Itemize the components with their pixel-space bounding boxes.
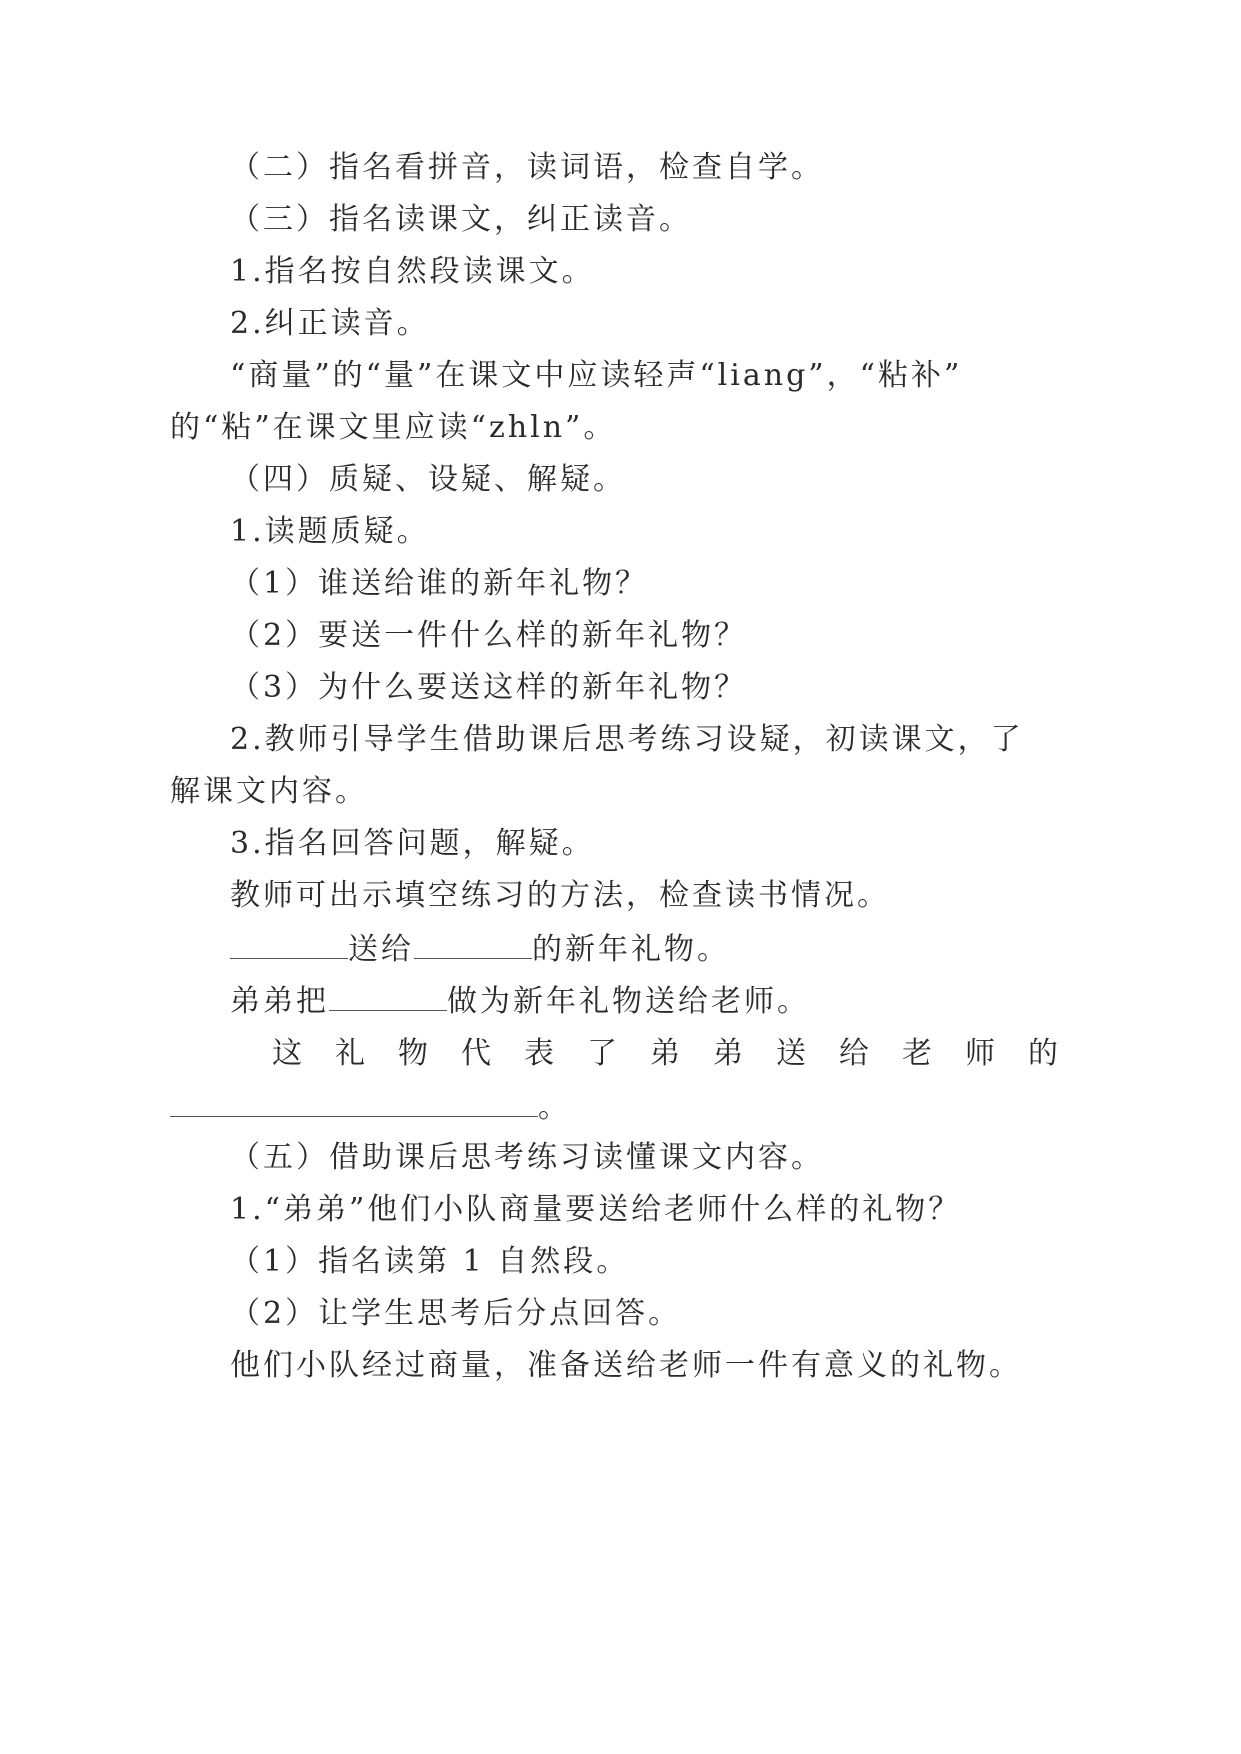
fill-blank-line-1 <box>230 928 730 970</box>
fill-text: 弟弟把 <box>230 984 329 1019</box>
fill-blank-line-3-answer <box>170 1086 571 1128</box>
fill-text: 送给 <box>348 932 414 967</box>
text-line-16: （五）借助课后思考练习读懂课文内容。 <box>230 1140 824 1175</box>
fill-blank <box>230 928 348 959</box>
text-line-13: 解课文内容。 <box>170 774 368 809</box>
text-line-19: （2）让学生思考后分点回答。 <box>230 1296 682 1331</box>
fill-text: 做为新年礼物送给老师。 <box>447 984 810 1019</box>
text-line-15: 教师可出示填空练习的方法，检查读书情况。 <box>230 878 890 913</box>
text-line-9: （1）谁送给谁的新年礼物？ <box>230 566 649 601</box>
text-line-11: （3）为什么要送这样的新年礼物？ <box>230 670 748 705</box>
text-line-4: 2.纠正读音。 <box>230 306 430 341</box>
text-line-17: 1.“弟弟”他们小队商量要送给老师什么样的礼物？ <box>230 1192 962 1227</box>
fill-blank-line-3-text: 这礼物代表了弟弟送给老师的 <box>272 1036 1091 1071</box>
fill-blank-line-2 <box>230 980 810 1022</box>
text-line-7: （四）质疑、设疑、解疑。 <box>230 462 626 497</box>
text-line-5: “商量”的“量”在课文中应读轻声“liang”，“粘补” <box>230 358 963 393</box>
text-line-14: 3.指名回答问题，解疑。 <box>230 826 595 861</box>
text-line-1: （二）指名看拼音，读词语，检查自学。 <box>230 150 824 185</box>
text-line-8: 1.读题质疑。 <box>230 514 430 549</box>
text-line-3: 1.指名按自然段读课文。 <box>230 254 595 289</box>
fill-blank <box>414 928 532 959</box>
fill-blank <box>329 980 447 1011</box>
text-line-6: 的“粘”在课文里应读“zhln”。 <box>170 410 617 445</box>
fill-text: 。 <box>538 1090 571 1125</box>
text-line-18: （1）指名读第 1 自然段。 <box>230 1244 630 1279</box>
text-line-10: （2）要送一件什么样的新年礼物？ <box>230 618 748 653</box>
text-line-20: 他们小队经过商量，准备送给老师一件有意义的礼物。 <box>230 1348 1022 1383</box>
fill-blank <box>170 1086 538 1117</box>
text-line-2: （三）指名读课文，纠正读音。 <box>230 202 692 237</box>
fill-text: 的新年礼物。 <box>532 932 730 967</box>
text-line-12: 2.教师引导学生借助课后思考练习设疑，初读课文，了 <box>230 722 1024 757</box>
